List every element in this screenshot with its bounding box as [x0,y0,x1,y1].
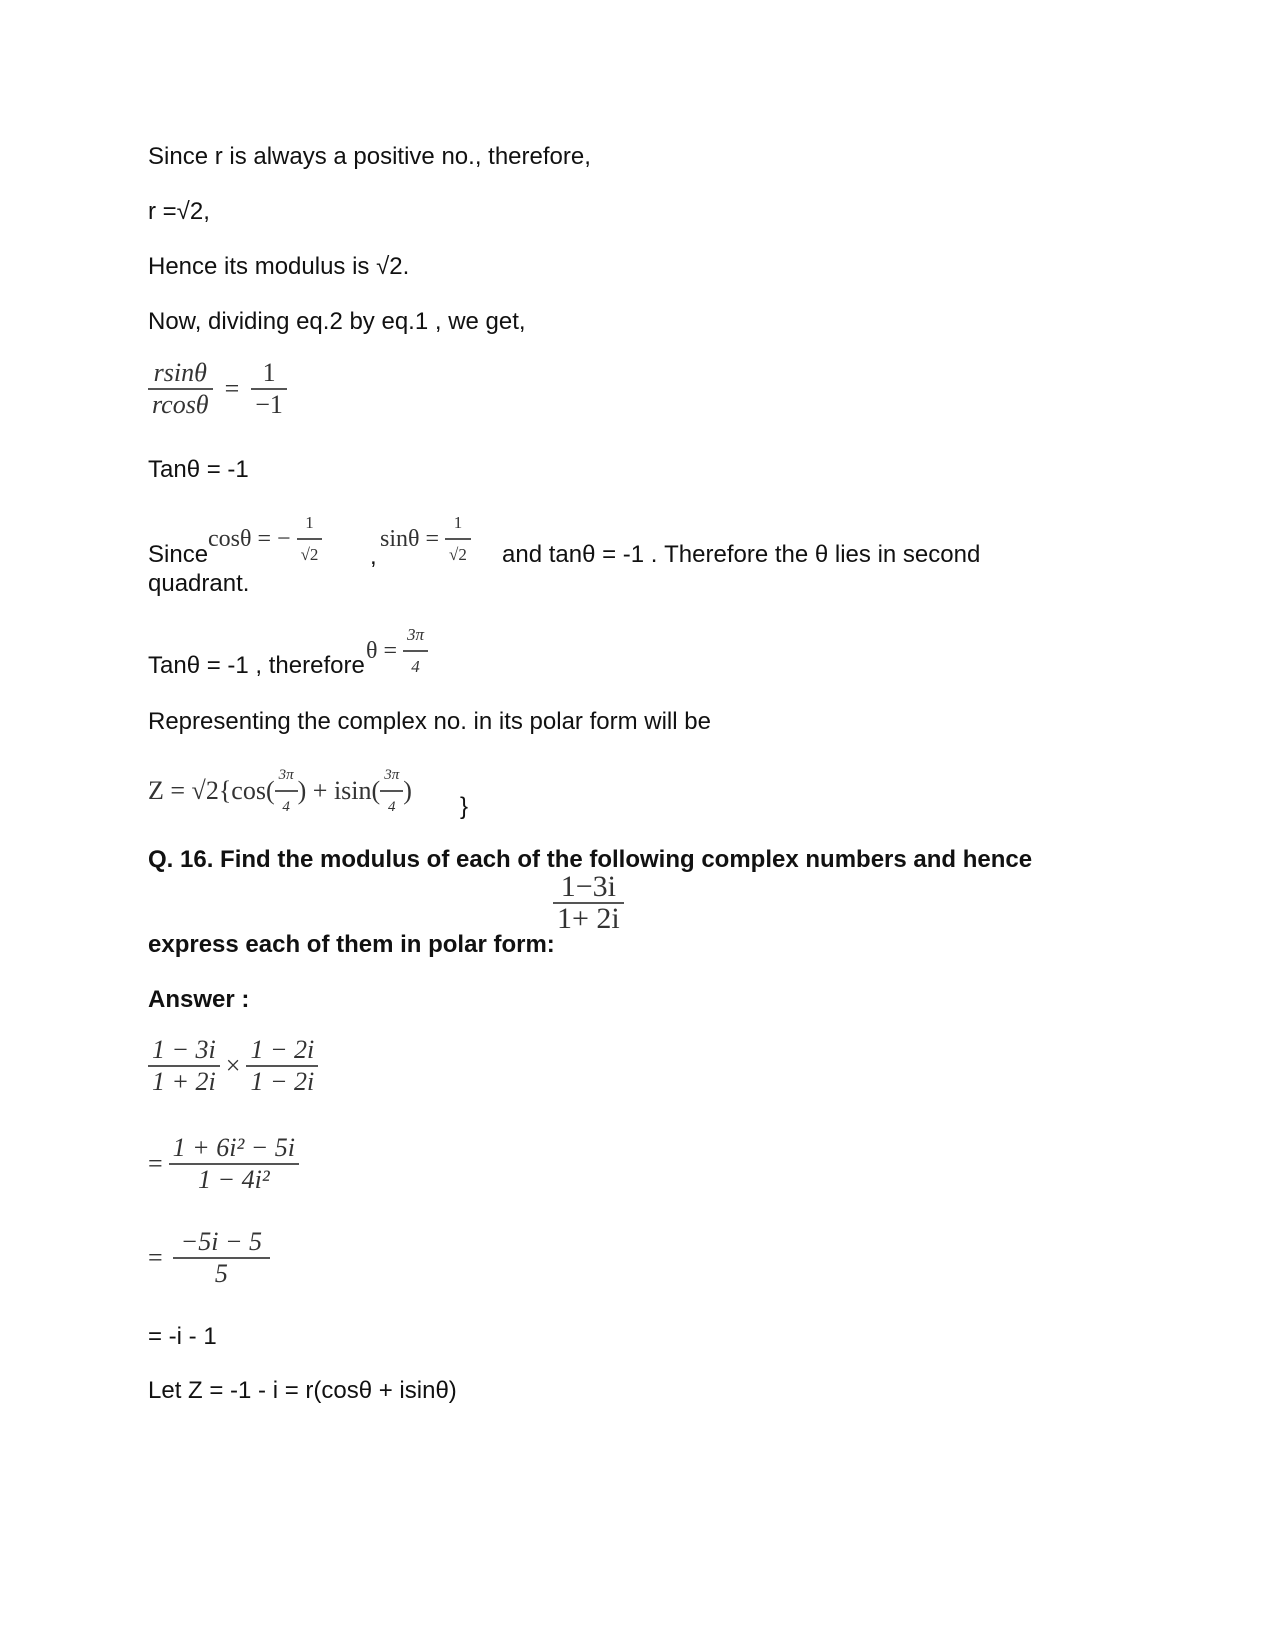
text-line: r =√2, [148,198,210,225]
answer-label: Answer : [148,986,250,1013]
text-line: quadrant. [148,570,250,597]
polar-form-equation: Z = √2{cos( $\frac{3\pi}{4}$ ) + isin( $\frac{3\pi}{4}$ ) [148,760,412,822]
text-line: Tanθ = -1 , therefore [148,652,365,679]
text-line: Since [148,541,209,568]
text-line: Representing the complex no. in its polar form will be [148,708,711,735]
fraction [148,358,213,420]
text-line: Hence its modulus is √2. [148,253,410,280]
numerator: rsinθ [148,358,213,390]
times-sign: × [225,1051,241,1080]
text-line: Since r is always a positive no., therefore, [148,143,591,170]
text-line: Now, dividing eq.2 by eq.1 , we get, [148,308,526,335]
fraction: $\frac{3\pi}{4}$ [380,760,403,822]
question-fraction [553,872,624,934]
text-line: Let Z = -1 - i = r(cosθ + isinθ) [148,1377,457,1404]
fraction: $\frac{1-3i}{1+ 2i}$ [553,872,624,934]
fraction: $\frac{1}{√2}$ [297,508,323,570]
fraction: $\frac{1 - 3i}{1 + 2i}$ [148,1035,220,1097]
equation-step: = $\frac{-5i - 5}{5}$ [148,1227,270,1289]
text-line: = -i - 1 [148,1323,217,1350]
closing-brace: } [460,793,469,820]
comma: , [370,543,377,570]
fraction: $\frac{\text{1 + 6i² − 5i}}{\text{1 − 4i²}}$ [169,1133,299,1195]
fraction: $\frac{-5i - 5}{5}$ [173,1227,270,1289]
denominator: rcosθ [152,390,209,419]
fraction [251,358,287,420]
fraction: $\frac{3\pi}{4}$ [403,620,428,682]
denominator: −1 [255,390,283,419]
equals-sign: = [224,374,240,403]
numerator: 1 [251,358,287,390]
fraction: $\frac{1}{√2}$ [445,508,471,570]
cos-expression: cosθ = − $\frac{1}{√2}$ [208,508,322,570]
sin-expression: sinθ = $\frac{1}{√2}$ [380,508,471,570]
equation-step [148,1035,318,1097]
fraction: $\frac{3\pi}{4}$ [275,760,298,822]
fraction: $\frac{1 - 2i}{1 - 2i}$ [246,1035,318,1097]
equation-step: = $\frac{\text{1 + 6i² − 5i}}{\text{1 − 4i²}}$ [148,1133,299,1195]
equation-ratio [148,358,287,420]
theta-expression: θ = $\frac{3\pi}{4}$ [366,620,428,682]
question-heading: Q. 16. Find the modulus of each of the following complex numbers and hence [148,846,1033,873]
text-line: and tanθ = -1 . Therefore the θ lies in second [502,541,981,568]
text-line: Tanθ = -1 [148,456,249,483]
question-heading: express each of them in polar form: [148,931,555,958]
